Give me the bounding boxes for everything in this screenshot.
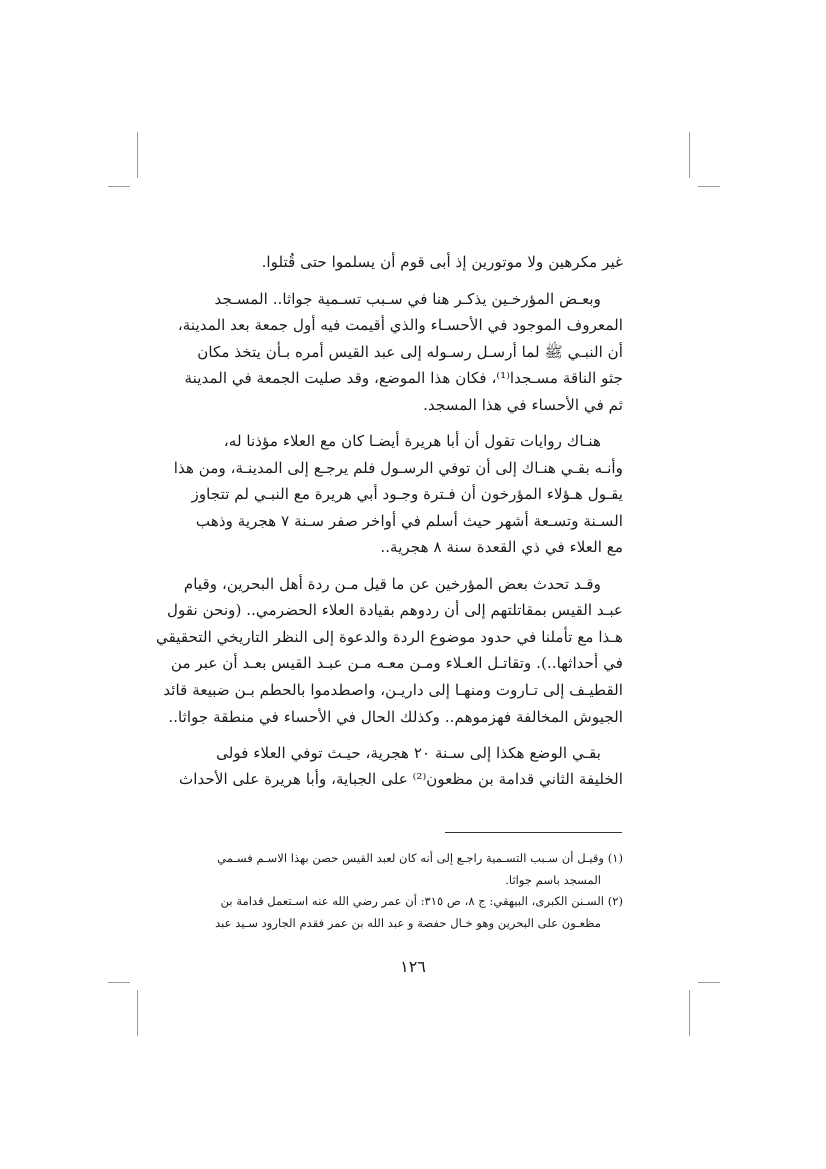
crop-mark — [108, 982, 130, 983]
text-line: المعروف الموجود في الأحسـاء والذي أقيمت فيه أول جمعة بعد المدينة، — [177, 316, 623, 335]
crop-mark — [698, 982, 720, 983]
paragraph — [178, 740, 623, 793]
text-line: القطيـف إلى تـاروت ومنهـا إلى داريـن، واصطدموا بالحطم بـن ضبيعة قائد — [163, 680, 623, 699]
footnote-line: مظعـون على البحرين وهو خـال حفصة و عبد الله بن عمر فقدم الجارود سـيد عبد — [215, 915, 601, 930]
text-line: مع العلاء في ذي القعدة سنة ٨ هجرية.. — [380, 538, 623, 557]
crop-mark — [689, 990, 690, 1036]
crop-mark — [689, 132, 690, 178]
crop-mark — [698, 186, 720, 187]
text-line: السـنة وتسـعة أشهر حيث أسلم في أواخر صفر سـنة ٧ هجرية وذهب — [195, 511, 623, 530]
text-line: وقـد تحدث بعض المؤرخين عن ما قيل مـن ردة أهل البحرين، وقيام — [183, 574, 601, 593]
text-line: جثو الناقة مسـجدا⁽¹⁾، فكان هذا الموضع، وقد صليت الجمعة في المدينة — [184, 369, 623, 388]
text-line: يقـول هـؤلاء المؤرخون أن فـترة وجـود أبي هريرة مع النبـي لم تتجاوز — [191, 485, 623, 504]
crop-mark — [137, 132, 138, 178]
text-line: في أحداثها..). وتقاتـل العـلاء ومـن معـه مـن عبـد القيس بعـد أن عبر من — [170, 654, 623, 673]
paragraph — [177, 286, 623, 419]
text-line: وأنـه بقـي هنـاك إلى أن توفي الرسـول فلم يرجـع إلى المدينـة، ومن هذا — [173, 458, 623, 477]
text-line: الجيوش المخالفة فهزموهم.. وكذلك الحال في الأحساء في منطقة جواثا.. — [168, 707, 623, 726]
text-line: هـذا مع تأملنا في حدود موضوع الردة والدعوة إلى النظر التاريخي التحقيقي — [155, 627, 623, 646]
paragraph — [173, 428, 623, 561]
text-line: ثم في الأحساء في هذا المسجد. — [423, 395, 623, 414]
crop-mark — [108, 186, 130, 187]
text-line: وبعـض المؤرخـين يذكـر هنا في سـبب تسـمية جواثا.. المسـجد — [214, 289, 601, 308]
text-line: عبـد القيس بمقاتلتهم إلى أن ردوهم بقيادة العلاء الحضرمي.. (ونحن نقول — [166, 601, 623, 620]
footnote-separator — [445, 832, 622, 833]
footnotes — [215, 848, 623, 934]
footnote-line: (٢) السـنن الكبرى، البيهقي: ج ٨، ص ٣١٥: أن عمر رضي الله عنه اسـتعمل قدامة بن — [220, 894, 623, 908]
text-line: بقـي الوضع هكذا إلى سـنة ٢٠ هجرية، حيـث توفي العلاء فولى — [216, 743, 601, 762]
text-line: غير مكرهين ولا موتورين إذ أبى قوم أن يسلموا حتى قُتلوا. — [261, 253, 623, 271]
paragraph — [155, 571, 623, 731]
text-line: هنـاك روايات تقول أن أبا هريرة أيضـا كان مع العلاء مؤذنا له، — [223, 432, 601, 451]
page-number: ١٢٦ — [400, 957, 426, 976]
text-line: الخليفة الثاني قدامة بن مظعون⁽²⁾ على الجباية، وأبا هريرة على الأحداث — [178, 770, 623, 789]
crop-mark — [137, 990, 138, 1036]
text-line: أن النبـي ﷺ لما أرسـل رسـوله إلى عبد القيس أمره بـأن يتخذ مكان — [197, 342, 623, 361]
paragraph — [240, 249, 623, 276]
body-text — [155, 249, 623, 802]
footnote-line: المسجد باسم جواثا. — [505, 872, 601, 887]
footnote-line: (١) وقيـل أن سـبب التسـمية راجـع إلى أنه كان لعبد القيس حصن بهذا الاسـم فسـمي — [217, 851, 623, 865]
